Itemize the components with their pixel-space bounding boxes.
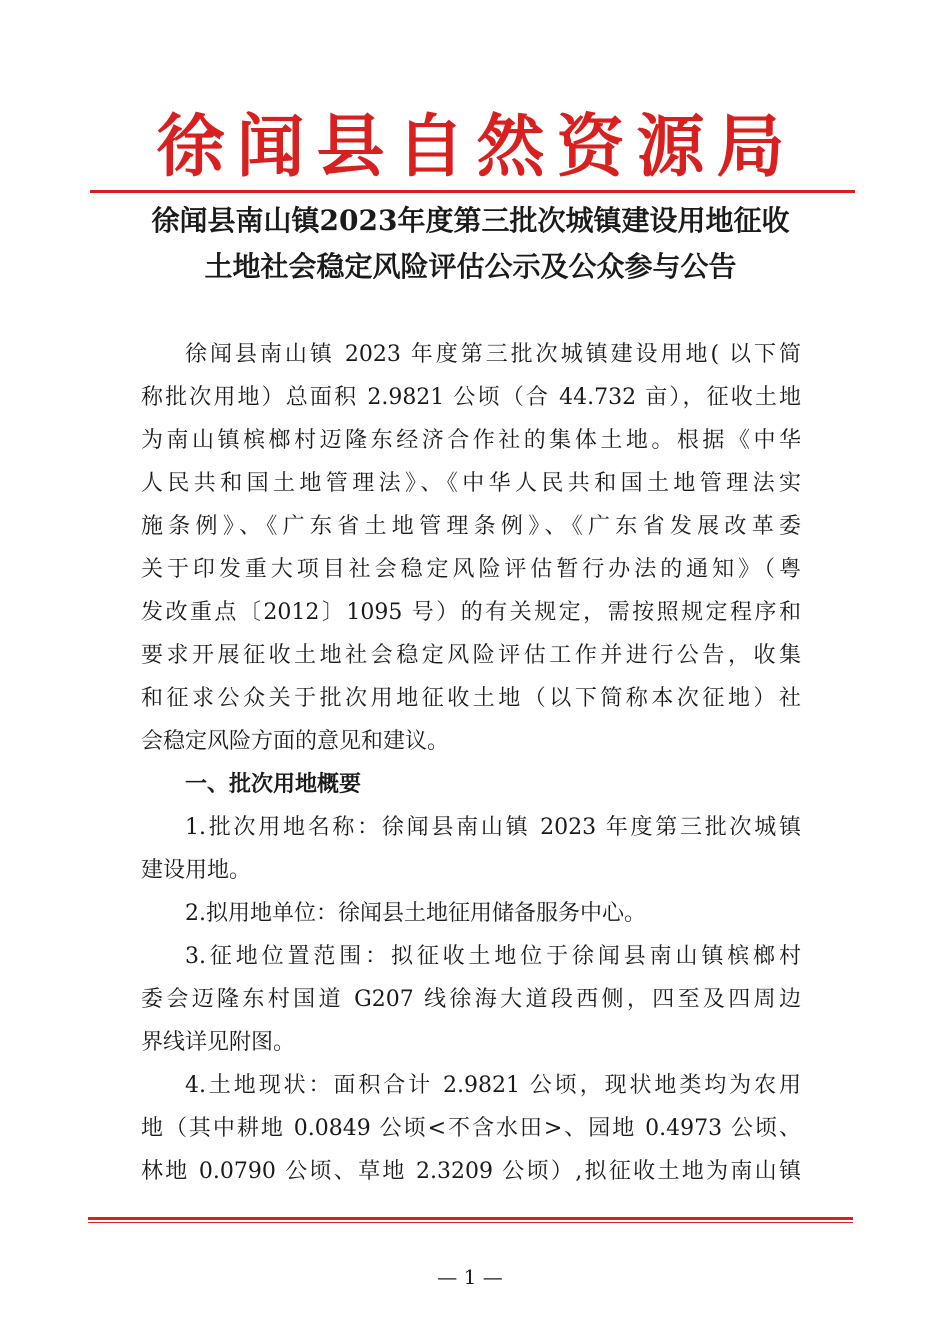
text-line: 施条例》、《广东省土地管理条例》、《广东省发展改革委 [141, 514, 801, 539]
text-line: 林地 0.0790 公顷、草地 2.3209 公顷）,拟征收土地为南山镇 [141, 1159, 801, 1184]
item-3-paragraph [141, 935, 801, 1064]
text-line: 和征求公众关于批次用地征收土地（以下简称本次征地）社 [141, 686, 801, 711]
text-line: 人民共和国土地管理法》、《中华人民共和国土地管理法实 [141, 471, 801, 496]
footer-rule-top [88, 1217, 853, 1220]
text-line: 建设用地。 [141, 858, 252, 883]
item-2-paragraph [141, 892, 801, 935]
text-line: 地（其中耕地 0.0849 公顷<不含水田>、园地 0.4973 公顷、 [141, 1116, 801, 1141]
text-line: 关于印发重大项目社会稳定风险评估暂行办法的通知》（粤 [141, 557, 801, 582]
item-4-paragraph [141, 1064, 801, 1193]
issuer-header: 徐闻县自然资源局 [156, 107, 797, 187]
intro-paragraph [141, 333, 801, 763]
document-title-line-2: 土地社会稳定风险评估公示及公众参与公告 [204, 250, 737, 283]
text-line: 2.拟用地单位：徐闻县土地征用储备服务中心。 [185, 901, 646, 926]
footer-rule-bottom [88, 1222, 853, 1223]
text-line: 发改重点〔2012〕1095 号）的有关规定，需按照规定程序和 [141, 600, 801, 625]
item-1-paragraph [141, 806, 801, 892]
text-line: 徐闻县南山镇 2023 年度第三批次城镇建设用地( 以下简 [185, 342, 801, 367]
text-line: 界线详见附图。 [141, 1030, 296, 1055]
header-rule [90, 190, 855, 193]
section-1-heading [141, 763, 801, 806]
text-line: 4.土地现状：面积合计 2.9821 公顷，现状地类均为农用 [185, 1073, 801, 1098]
text-line: 要求开展征收土地社会稳定风险评估工作并进行公告，收集 [141, 643, 801, 668]
document-title-line-1: 徐闻县南山镇2023年度第三批次城镇建设用地征收 [151, 204, 790, 237]
text-line: 称批次用地）总面积 2.9821 公顷（合 44.732 亩），征收土地 [141, 385, 801, 410]
text-line: 为南山镇槟榔村迈隆东经济合作社的集体土地。根据《中华 [141, 428, 801, 453]
page-number: — 1 — [437, 1265, 503, 1289]
section-heading: 一、批次用地概要 [185, 771, 362, 797]
text-line: 1.批次用地名称：徐闻县南山镇 2023 年度第三批次城镇 [185, 815, 801, 840]
text-line: 3.征地位置范围：拟征收土地位于徐闻县南山镇槟榔村 [185, 944, 801, 969]
text-line: 会稳定风险方面的意见和建议。 [141, 729, 450, 754]
text-line: 委会迈隆东村国道 G207 线徐海大道段西侧，四至及四周边 [141, 987, 801, 1012]
